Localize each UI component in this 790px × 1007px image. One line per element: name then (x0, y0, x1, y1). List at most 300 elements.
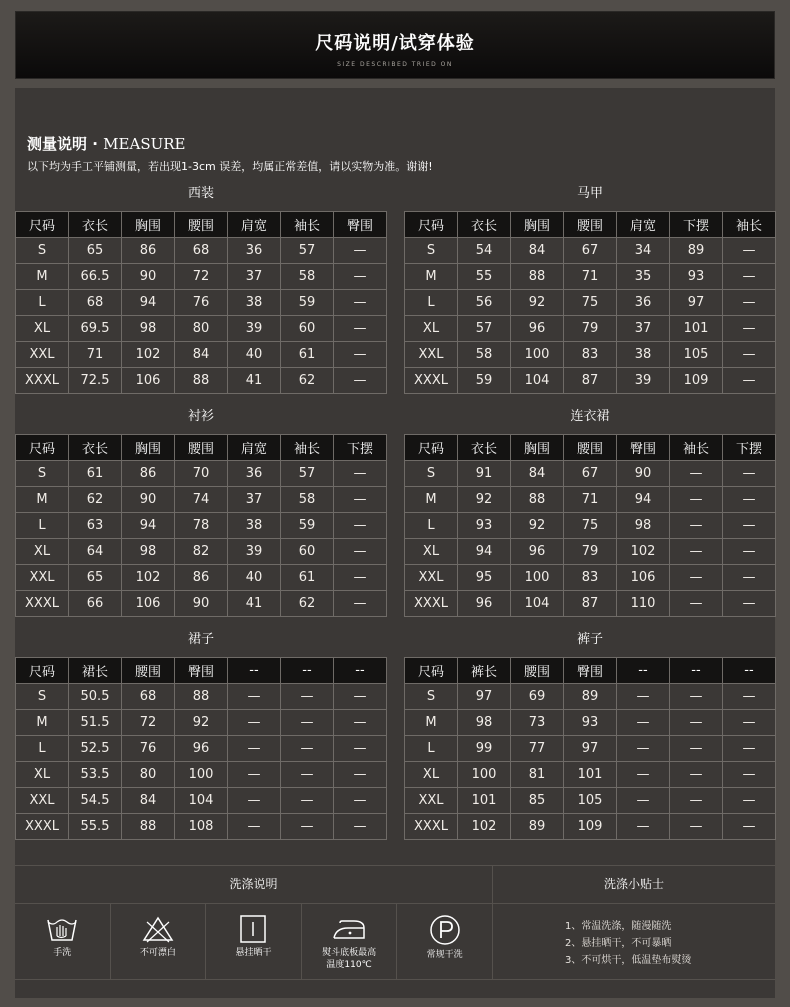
table-cell: — (723, 788, 776, 814)
size-table-suit (15, 211, 387, 394)
table-cell: 86 (122, 461, 175, 487)
table-cell: 86 (175, 565, 228, 591)
table-cell: 95 (458, 565, 511, 591)
header-cell: -- (617, 658, 670, 684)
measure-title-sep: · (87, 135, 104, 153)
table-cell: — (334, 736, 387, 762)
table-row (16, 762, 387, 788)
table-cell: — (617, 710, 670, 736)
table-cell: XL (405, 539, 458, 565)
header-cell: 臀围 (334, 212, 387, 238)
table-cell: 62 (69, 487, 122, 513)
table-cell: XXL (405, 565, 458, 591)
header-cell: 下摆 (670, 212, 723, 238)
size-table-skirt (15, 657, 387, 840)
table-row (405, 710, 776, 736)
table-cell: 41 (228, 591, 281, 617)
table-cell: 69 (511, 684, 564, 710)
table-cell: 89 (511, 814, 564, 840)
table-cell: 90 (175, 591, 228, 617)
table-cell: — (334, 513, 387, 539)
table-cell: XXXL (405, 591, 458, 617)
table-cell: 92 (511, 513, 564, 539)
header-cell: 胸围 (511, 435, 564, 461)
table-cell: 82 (175, 539, 228, 565)
table-row (405, 487, 776, 513)
table-cell: 102 (122, 342, 175, 368)
table-cell: — (334, 684, 387, 710)
table-cell: 38 (228, 290, 281, 316)
table-cell: 102 (122, 565, 175, 591)
table-cell: 100 (511, 342, 564, 368)
table-cell: 97 (458, 684, 511, 710)
header-cell: 尺码 (16, 658, 69, 684)
table-cell: 109 (670, 368, 723, 394)
iron-icon (330, 914, 368, 944)
header-cell: 衣长 (69, 435, 122, 461)
table-cell: — (723, 461, 776, 487)
table-cell: — (723, 368, 776, 394)
table-cell: XXL (16, 788, 69, 814)
table-cell: 36 (617, 290, 670, 316)
table-cell: — (334, 591, 387, 617)
table-cell: 96 (511, 316, 564, 342)
table-cell: — (670, 788, 723, 814)
table-cell: 36 (228, 238, 281, 264)
table-cell: 87 (564, 368, 617, 394)
table-cell: L (405, 290, 458, 316)
header-cell: 尺码 (405, 212, 458, 238)
table-cell: 88 (122, 814, 175, 840)
table-cell: 100 (175, 762, 228, 788)
table-row (16, 487, 387, 513)
table-cell: S (16, 461, 69, 487)
table-cell: — (670, 684, 723, 710)
table-cell: 101 (458, 788, 511, 814)
table-cell: S (405, 461, 458, 487)
table-cell: M (405, 487, 458, 513)
table-cell: — (334, 316, 387, 342)
header-cell: 腰围 (122, 658, 175, 684)
table-cell: — (334, 461, 387, 487)
header-cell: 尺码 (16, 212, 69, 238)
table-cell: 61 (281, 342, 334, 368)
table-cell: — (281, 684, 334, 710)
table-cell: 38 (228, 513, 281, 539)
table-row (405, 565, 776, 591)
measure-title (27, 133, 185, 154)
table-cell: 104 (175, 788, 228, 814)
table-cell: — (723, 762, 776, 788)
table-row (16, 264, 387, 290)
table-cell: XXXL (16, 368, 69, 394)
table-cell: L (405, 736, 458, 762)
table-cell: 84 (175, 342, 228, 368)
table-cell: 77 (511, 736, 564, 762)
size-table-vest (404, 211, 776, 394)
table-cell: 110 (617, 591, 670, 617)
table-cell: 58 (281, 264, 334, 290)
care-item-no-bleach (111, 904, 207, 979)
wash-tip: 3、不可烘干，低温垫布熨烫 (565, 955, 692, 966)
table-row (16, 684, 387, 710)
header-cell: 腰围 (511, 658, 564, 684)
table-cell: 89 (564, 684, 617, 710)
header-cell: 袖长 (281, 212, 334, 238)
care-label: 熨斗底板最高 (322, 948, 377, 958)
table-cell: 100 (458, 762, 511, 788)
table-cell: 72 (122, 710, 175, 736)
table-title-vest: 马甲 (576, 186, 603, 201)
table-cell: — (670, 736, 723, 762)
table-cell: 64 (69, 539, 122, 565)
table-cell: 72 (175, 264, 228, 290)
table-cell: — (281, 788, 334, 814)
size-table-shirt (15, 434, 387, 617)
table-row (405, 316, 776, 342)
table-cell: — (670, 565, 723, 591)
table-cell: 83 (564, 565, 617, 591)
measure-note: 以下均为手工平铺测量，若出现1-3cm 误差，均属正常差值，请以实物为准。谢谢! (27, 160, 433, 173)
header-cell: 袖长 (723, 212, 776, 238)
header-cell: 胸围 (122, 435, 175, 461)
table-cell: 98 (122, 539, 175, 565)
table-cell: 37 (228, 264, 281, 290)
table-row (405, 264, 776, 290)
table-cell: — (723, 684, 776, 710)
dry-clean-icon (428, 914, 462, 946)
table-cell: 94 (122, 513, 175, 539)
table-row (16, 290, 387, 316)
table-cell: 37 (228, 487, 281, 513)
header-cell: -- (670, 658, 723, 684)
table-cell: XL (405, 762, 458, 788)
header-cell: 衣长 (458, 435, 511, 461)
care-item-hand-wash (15, 904, 111, 979)
table-cell: 76 (175, 290, 228, 316)
table-cell: 59 (458, 368, 511, 394)
header-cell: 袖长 (281, 435, 334, 461)
table-cell: L (16, 736, 69, 762)
table-cell: XXXL (405, 368, 458, 394)
table-row (16, 736, 387, 762)
table-cell: 65 (69, 565, 122, 591)
table-cell: 102 (617, 539, 670, 565)
table-cell: — (723, 290, 776, 316)
table-cell: 67 (564, 238, 617, 264)
table-cell: — (281, 762, 334, 788)
table-cell: 59 (281, 290, 334, 316)
table-cell: 97 (564, 736, 617, 762)
table-cell: 61 (69, 461, 122, 487)
table-row (405, 238, 776, 264)
table-cell: 68 (69, 290, 122, 316)
table-cell: — (281, 814, 334, 840)
table-row (405, 513, 776, 539)
table-row (405, 461, 776, 487)
header-cell: 肩宽 (617, 212, 670, 238)
table-cell: 65 (69, 238, 122, 264)
care-label-2: 温度110℃ (326, 960, 372, 970)
table-cell: — (228, 736, 281, 762)
header-cell: 裙长 (69, 658, 122, 684)
table-cell: 83 (564, 342, 617, 368)
table-cell: — (617, 762, 670, 788)
table-cell: 71 (564, 264, 617, 290)
size-table-pants (404, 657, 776, 840)
table-cell: — (228, 710, 281, 736)
table-cell: 79 (564, 539, 617, 565)
header-cell: 腰围 (564, 212, 617, 238)
table-cell: — (334, 565, 387, 591)
table-cell: — (617, 736, 670, 762)
care-item-iron (302, 904, 398, 979)
table-cell: 90 (122, 264, 175, 290)
table-cell: 88 (175, 368, 228, 394)
table-header-row (405, 212, 776, 238)
table-cell: 62 (281, 368, 334, 394)
size-panel (15, 88, 775, 998)
table-cell: — (334, 290, 387, 316)
table-title-dress: 连衣裙 (570, 409, 610, 424)
table-cell: 97 (670, 290, 723, 316)
table-cell: L (16, 513, 69, 539)
table-cell: 94 (617, 487, 670, 513)
table-cell: 72.5 (69, 368, 122, 394)
table-row (16, 513, 387, 539)
header-cell: 臀围 (564, 658, 617, 684)
table-cell: 92 (511, 290, 564, 316)
header-cell: 臀围 (617, 435, 670, 461)
table-header-row (16, 212, 387, 238)
table-cell: — (723, 487, 776, 513)
table-row (405, 368, 776, 394)
table-cell: 84 (122, 788, 175, 814)
table-row (16, 591, 387, 617)
table-cell: 106 (122, 591, 175, 617)
table-cell: 104 (511, 591, 564, 617)
table-cell: 109 (564, 814, 617, 840)
table-cell: 41 (228, 368, 281, 394)
table-cell: 67 (564, 461, 617, 487)
header-cell: 腰围 (175, 212, 228, 238)
table-cell: 89 (670, 238, 723, 264)
care-item-hang-dry (206, 904, 302, 979)
table-cell: 90 (122, 487, 175, 513)
header-cell: -- (228, 658, 281, 684)
table-cell: M (405, 264, 458, 290)
table-row (16, 814, 387, 840)
table-cell: 94 (458, 539, 511, 565)
table-cell: 36 (228, 461, 281, 487)
table-title-suit: 西装 (187, 186, 214, 201)
table-cell: — (670, 487, 723, 513)
table-cell: — (617, 788, 670, 814)
table-cell: 81 (511, 762, 564, 788)
table-cell: 87 (564, 591, 617, 617)
table-cell: 99 (458, 736, 511, 762)
table-cell: — (617, 684, 670, 710)
table-cell: 61 (281, 565, 334, 591)
table-cell: 90 (617, 461, 670, 487)
table-row (405, 290, 776, 316)
table-cell: — (670, 513, 723, 539)
wash-tips-title: 洗涤小贴士 (493, 866, 775, 904)
table-cell: 37 (617, 316, 670, 342)
table-cell: XXXL (405, 814, 458, 840)
table-cell: — (723, 814, 776, 840)
table-cell: 91 (458, 461, 511, 487)
wash-instructions (15, 866, 493, 979)
table-cell: 80 (122, 762, 175, 788)
table-cell: 59 (281, 513, 334, 539)
table-cell: 34 (617, 238, 670, 264)
table-cell: 88 (511, 487, 564, 513)
table-cell: 39 (228, 316, 281, 342)
table-header-row (405, 435, 776, 461)
table-cell: 100 (511, 565, 564, 591)
care-item-dry-clean (397, 904, 492, 979)
table-cell: — (670, 539, 723, 565)
table-cell: 93 (670, 264, 723, 290)
table-cell: — (670, 591, 723, 617)
table-cell: 94 (122, 290, 175, 316)
table-title-pants: 裤子 (576, 632, 603, 647)
table-row (16, 710, 387, 736)
table-cell: 102 (458, 814, 511, 840)
table-cell: 85 (511, 788, 564, 814)
table-cell: — (723, 513, 776, 539)
table-cell: 86 (122, 238, 175, 264)
table-cell: — (334, 788, 387, 814)
table-cell: — (228, 762, 281, 788)
table-cell: — (334, 710, 387, 736)
table-cell: 98 (458, 710, 511, 736)
table-cell: 35 (617, 264, 670, 290)
header-cell: 胸围 (511, 212, 564, 238)
hang-dry-icon (236, 914, 270, 944)
header-cell: 腰围 (175, 435, 228, 461)
table-cell: 93 (564, 710, 617, 736)
table-cell: 76 (122, 736, 175, 762)
table-cell: 53.5 (69, 762, 122, 788)
table-cell: 58 (458, 342, 511, 368)
table-cell: 50.5 (69, 684, 122, 710)
table-cell: 39 (228, 539, 281, 565)
table-cell: — (723, 565, 776, 591)
table-cell: 75 (564, 290, 617, 316)
table-cell: L (16, 290, 69, 316)
table-cell: 78 (175, 513, 228, 539)
care-label: 常规干洗 (426, 950, 463, 960)
table-cell: 66 (69, 591, 122, 617)
table-cell: — (723, 736, 776, 762)
table-cell: 66.5 (69, 264, 122, 290)
table-row (405, 342, 776, 368)
table-cell: M (16, 710, 69, 736)
table-cell: 71 (564, 487, 617, 513)
table-row (16, 316, 387, 342)
table-row (16, 461, 387, 487)
table-cell: — (281, 736, 334, 762)
table-row (405, 736, 776, 762)
table-cell: 75 (564, 513, 617, 539)
table-cell: 74 (175, 487, 228, 513)
table-cell: 68 (175, 238, 228, 264)
header-cell: 尺码 (405, 435, 458, 461)
table-header-row (16, 435, 387, 461)
table-title-shirt: 衬衫 (187, 409, 214, 424)
care-label: 不可漂白 (139, 948, 176, 958)
table-cell: M (405, 710, 458, 736)
table-cell: 104 (511, 368, 564, 394)
measure-title-cn: 测量说明 (27, 135, 88, 153)
wash-tip: 1、常温洗涤，随漫随洗 (565, 921, 672, 932)
table-row (405, 591, 776, 617)
header-cell: 腰围 (564, 435, 617, 461)
table-cell: S (16, 238, 69, 264)
table-row (405, 788, 776, 814)
table-cell: 101 (564, 762, 617, 788)
table-cell: 93 (458, 513, 511, 539)
table-cell: XL (16, 316, 69, 342)
table-cell: 96 (458, 591, 511, 617)
table-cell: 54 (458, 238, 511, 264)
table-header-row (405, 658, 776, 684)
header-cell: -- (334, 658, 387, 684)
table-cell: 84 (511, 461, 564, 487)
table-cell: S (405, 238, 458, 264)
table-row (16, 342, 387, 368)
page-subtitle: SIZE DESCRIBED TRIED ON (337, 61, 453, 68)
table-cell: — (228, 684, 281, 710)
page-title: 尺码说明/试穿体验 (315, 33, 475, 54)
table-cell: 39 (617, 368, 670, 394)
table-cell: — (334, 342, 387, 368)
header-cell: 肩宽 (228, 212, 281, 238)
hand-wash-icon (45, 914, 79, 944)
table-cell: — (723, 591, 776, 617)
table-cell: — (670, 710, 723, 736)
table-cell: M (16, 487, 69, 513)
no-bleach-icon (141, 914, 175, 944)
table-cell: — (334, 487, 387, 513)
table-cell: 105 (670, 342, 723, 368)
table-row (405, 684, 776, 710)
table-cell: XXXL (16, 591, 69, 617)
table-cell: 105 (564, 788, 617, 814)
table-cell: — (723, 264, 776, 290)
table-cell: — (334, 814, 387, 840)
table-cell: 88 (511, 264, 564, 290)
header-cell: 袖长 (670, 435, 723, 461)
table-cell: — (723, 710, 776, 736)
care-label: 悬挂晒干 (235, 948, 272, 958)
table-cell: 73 (511, 710, 564, 736)
table-cell: 88 (175, 684, 228, 710)
table-cell: XL (16, 762, 69, 788)
table-cell: 68 (122, 684, 175, 710)
measure-title-en: MEASURE (103, 135, 186, 153)
table-cell: 106 (617, 565, 670, 591)
header-cell: 臀围 (175, 658, 228, 684)
table-cell: 60 (281, 316, 334, 342)
header-cell: 尺码 (16, 435, 69, 461)
table-cell: 60 (281, 539, 334, 565)
table-row (16, 368, 387, 394)
table-cell: 108 (175, 814, 228, 840)
table-cell: 58 (281, 487, 334, 513)
